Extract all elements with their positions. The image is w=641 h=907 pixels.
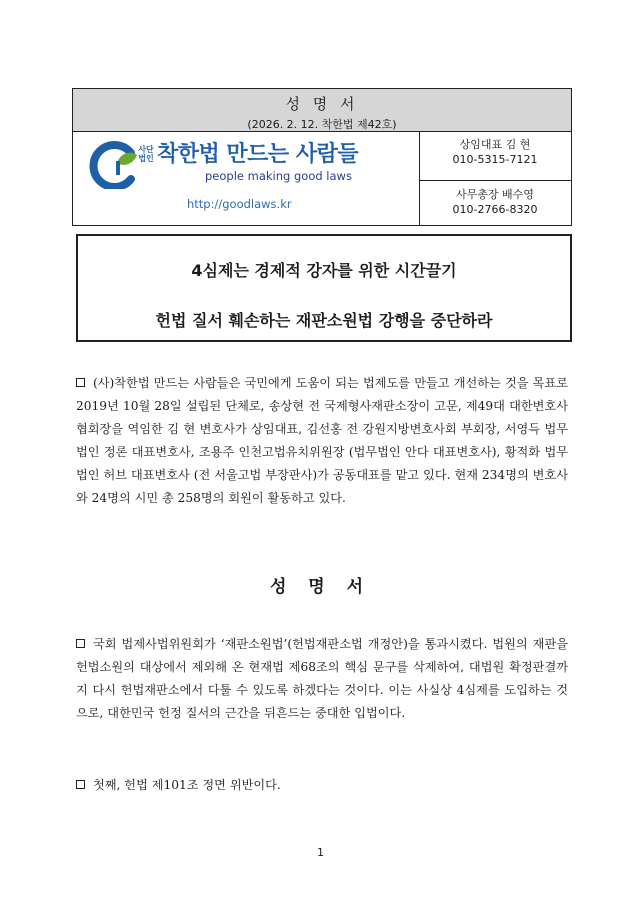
contact-role: 상임대표 김 현	[459, 138, 531, 151]
contact-secretary-general	[419, 181, 571, 225]
contact-phone: 010-2766-8320	[452, 203, 538, 216]
organization-name: 착한법 만드는 사람들	[157, 142, 359, 167]
checkbox-bullet-icon	[76, 639, 85, 648]
checkbox-bullet-icon	[76, 378, 85, 387]
organization-logo	[73, 131, 420, 225]
logo-c-leaf-icon	[87, 141, 141, 189]
section-title: 성 명 서	[269, 577, 372, 597]
statement-paragraph	[76, 633, 568, 725]
headline-line-2: 헌법 질서 훼손하는 재판소원법 강행을 중단하라	[155, 311, 493, 330]
headline-box	[76, 234, 572, 342]
intro-paragraph	[76, 372, 568, 510]
title-band	[73, 89, 571, 132]
organization-tagline: people making good laws	[205, 169, 352, 183]
point-text: 첫째, 헌법 제101조 정면 위반이다.	[93, 778, 281, 792]
contact-phone: 010-5315-7121	[452, 153, 538, 166]
intro-text: (사)착한법 만드는 사람들은 국민에게 도움이 되는 법제도를 만들고 개선하는 것을 목표로 2019년 10월 28일 설립된 단체로, 송상현 전 국제형사재판소장이 고문, 제49대 대한변호사협회장을 역임한 김 현 변호사가 상임대표, 김선홍 전 강원지방변호사회 부회장, 서영득 법무법인 정론 대표변호사, 조용주 인천고법유치위원장 (법무법인 안다 대표변호사), 황적화 법무법인 허브 대표변호사 (전 서울고법 부장판사)가 공동대표를 맡고 있다. 현재 234명의 변호사와 24명의 시민 총 258명의 회원이 활동하고 있다.	[76, 376, 568, 505]
logo-badge: 사단법인	[138, 145, 154, 163]
statement-header	[72, 88, 572, 226]
contact-representative	[419, 131, 571, 181]
website-url: http://goodlaws.kr	[187, 197, 292, 211]
contact-role: 사무총장 배수영	[456, 188, 534, 201]
page-number: 1	[317, 846, 324, 859]
document-title: 성 명 서	[285, 95, 359, 113]
checkbox-bullet-icon	[76, 780, 85, 789]
headline-line-1: 4심제는 경제적 강자를 위한 시간끌기	[191, 261, 457, 280]
issue-number: (2026. 2. 12. 착한법 제42호)	[247, 118, 397, 131]
point-paragraph	[76, 774, 568, 797]
paragraph-text: 국회 법제사법위원회가 ‘재판소원법’(헌법재판소법 개정안)을 통과시켰다. 법원의 재판을 헌법소원의 대상에서 제외해 온 현재법 제68조의 핵심 문구를 삭제하여, 대법원 확정판결까지 다시 헌법재판소에서 다툴 수 있도록 하겠다는 것이다. 이는 사실상 4심제를 도입하는 것으로, 대한민국 헌정 질서의 근간을 뒤흔드는 중대한 입법이다.	[76, 637, 568, 720]
